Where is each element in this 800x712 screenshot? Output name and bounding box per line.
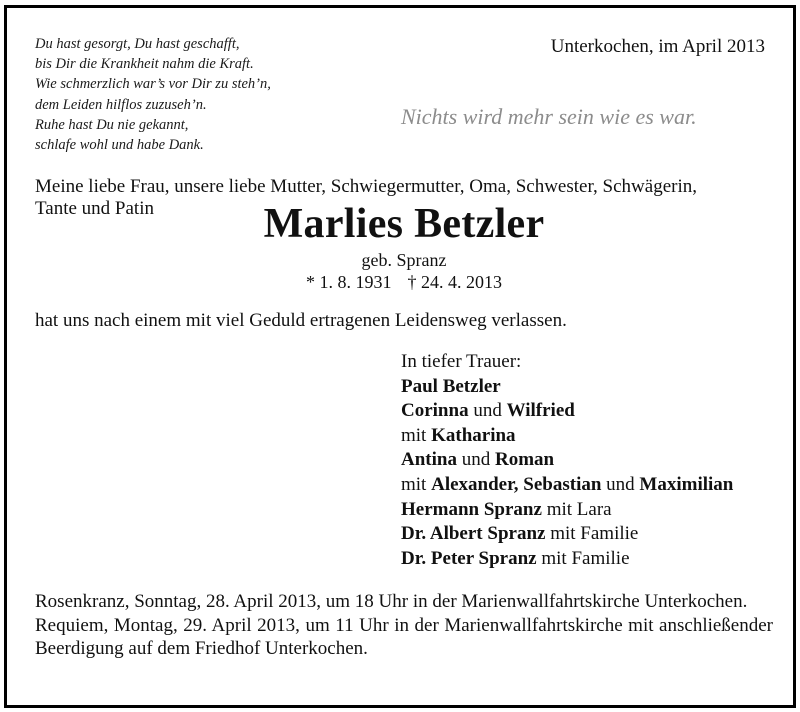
poem-line: dem Leiden hilflos zuzuseh’n. [35, 96, 207, 113]
mourner-name: Maximilian [639, 473, 734, 495]
intro-line: Tante und Patin [35, 198, 154, 219]
passed-text: hat uns nach einem mit viel Geduld ertragenen Leidensweg verlassen. [35, 310, 567, 331]
memorial-poem [35, 34, 271, 155]
mourner-relation: mit Lara [546, 498, 612, 520]
mourner-name: Corinna [401, 400, 469, 422]
mourner-name: Dr. Peter Spranz [401, 547, 537, 569]
mourner-name: Dr. Albert Spranz [401, 523, 546, 545]
service-details [35, 590, 773, 661]
mourner-name: Roman [494, 449, 555, 471]
mourner-name: Alexander, Sebastian [431, 473, 602, 495]
conjunction: und [473, 400, 502, 422]
poem-line: Ruhe hast Du nie gekannt, [35, 116, 189, 133]
conjunction: mit [401, 424, 427, 446]
mourner-name: Wilfried [506, 400, 575, 422]
intro-line: Meine liebe Frau, unsere liebe Mutter, Schwiegermutter, Oma, Schwester, Schwägerin, [35, 176, 697, 197]
requiem-info: Requiem, Montag, 29. April 2013, um 11 Uhr in der Marienwallfahrtskirche mit anschließender Beerdigung auf dem Friedhof Unterkochen. [35, 614, 773, 659]
mourner-name: Paul Betzler [401, 375, 501, 397]
conjunction: und [606, 473, 635, 495]
mourner-line [401, 399, 733, 424]
mourner-line [401, 375, 733, 400]
mourner-line [401, 498, 733, 523]
mourner-line [401, 424, 733, 449]
place-date: Unterkochen, im April 2013 [550, 36, 765, 57]
death-date: † 24. 4. 2013 [407, 272, 502, 292]
mourner-line [401, 448, 733, 473]
mourner-line [401, 547, 733, 572]
mourner-line [401, 473, 733, 498]
obituary-frame [4, 5, 796, 708]
mourner-name: Katharina [431, 424, 516, 446]
mourner-line [401, 522, 733, 547]
poem-line: bis Dir die Krankheit nahm die Kraft. [35, 56, 254, 73]
life-dates [7, 272, 800, 293]
birth-date: * 1. 8. 1931 [306, 272, 392, 292]
poem-line: Du hast gesorgt, Du hast geschafft, [35, 36, 240, 52]
birth-name: geb. Spranz [361, 250, 447, 270]
mourners-list [401, 350, 733, 571]
mourner-name: Antina [401, 449, 457, 471]
rosary-info: Rosenkranz, Sonntag, 28. April 2013, um 18 Uhr in der Marienwallfahrtskirche Unterkochen. [35, 591, 748, 612]
mourners-heading: In tiefer Trauer: [401, 351, 522, 372]
motto: Nichts wird mehr sein wie es war. [401, 104, 697, 129]
poem-line: Wie schmerzlich war’s vor Dir zu steh’n, [35, 76, 271, 93]
deceased-name: Marlies Betzler [263, 201, 545, 247]
mourner-relation: mit Familie [541, 547, 630, 569]
poem-line: schlafe wohl und habe Dank. [35, 137, 204, 154]
conjunction: und [461, 449, 491, 471]
mourner-relation: mit Familie [550, 523, 639, 545]
mourner-name: Hermann Spranz [401, 498, 542, 520]
conjunction: mit [401, 473, 427, 495]
